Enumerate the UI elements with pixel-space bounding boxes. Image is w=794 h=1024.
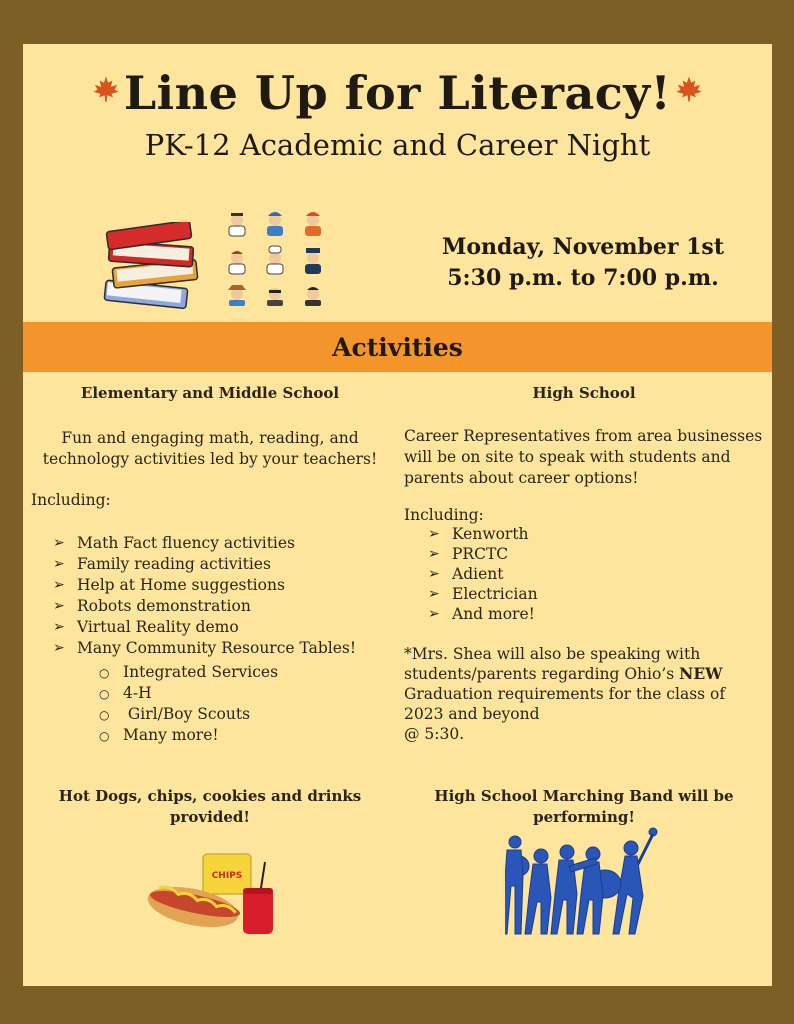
list-item: ○ Integrated Services [99, 662, 359, 683]
graduation-note-text: *Mrs. Shea will also be speaking with students/parents regarding Ohio’s [404, 645, 701, 683]
list-item: ➢ Adient [428, 564, 628, 584]
band-text: High School Marching Band will be performing! [434, 787, 734, 826]
elementary-intro: Fun and engaging math, reading, and technology activities led by your teachers! [42, 429, 378, 468]
flyer-page [23, 44, 772, 986]
careers-people-icon [223, 206, 328, 306]
list-item: ○ 4-H [99, 683, 359, 704]
food-text: Hot Dogs, chips, cookies and drinks provided! [58, 787, 362, 826]
list-item: ➢ Many Community Resource Tables! [53, 638, 393, 659]
list-item: ➢ Kenworth [428, 524, 628, 544]
books-icon [103, 222, 203, 312]
graduation-note [404, 644, 754, 744]
list-item: ○ Girl/Boy Scouts [99, 704, 359, 725]
list-item: ➢ Help at Home suggestions [53, 575, 393, 596]
event-date: Monday, November 1st [442, 234, 724, 260]
activities-banner: Activities [23, 322, 772, 372]
elementary-heading: Elementary and Middle School [80, 384, 340, 402]
event-date-time [433, 232, 733, 294]
list-item: ➢ Electrician [428, 584, 628, 604]
community-sublist [99, 662, 359, 746]
hotdog-chips-drink-icon [143, 852, 283, 937]
maple-leaf-icon [675, 75, 703, 103]
list-item: ➢ Family reading activities [53, 554, 393, 575]
list-item: ➢ And more! [428, 604, 628, 624]
maple-leaf-icon [92, 75, 120, 103]
high-school-list [428, 524, 628, 624]
page-subtitle: PK-12 Academic and Career Night [144, 128, 651, 162]
page-title: Line Up for Literacy! [123, 66, 672, 120]
graduation-note-time: @ 5:30. [404, 725, 465, 743]
high-school-intro: Career Representatives from area businesses will be on site to speak with students and parents about career options! [404, 427, 763, 487]
title-row [23, 66, 772, 120]
high-school-including: Including: [404, 506, 484, 524]
marching-band-icon [505, 826, 665, 936]
graduation-note-text-2: Graduation requirements for the class of 2023 and beyond [404, 685, 726, 723]
list-item: ○ Many more! [99, 725, 359, 746]
high-school-heading: High School [532, 384, 636, 402]
elementary-list [53, 533, 393, 659]
list-item: ➢ Math Fact fluency activities [53, 533, 393, 554]
event-time: 5:30 p.m. to 7:00 p.m. [447, 265, 719, 291]
list-item: ➢ PRCTC [428, 544, 628, 564]
list-item: ➢ Virtual Reality demo [53, 617, 393, 638]
graduation-note-new: NEW [679, 664, 723, 683]
chips-label: CHIPS [211, 871, 243, 881]
list-item: ➢ Robots demonstration [53, 596, 393, 617]
elementary-including: Including: [31, 491, 111, 509]
